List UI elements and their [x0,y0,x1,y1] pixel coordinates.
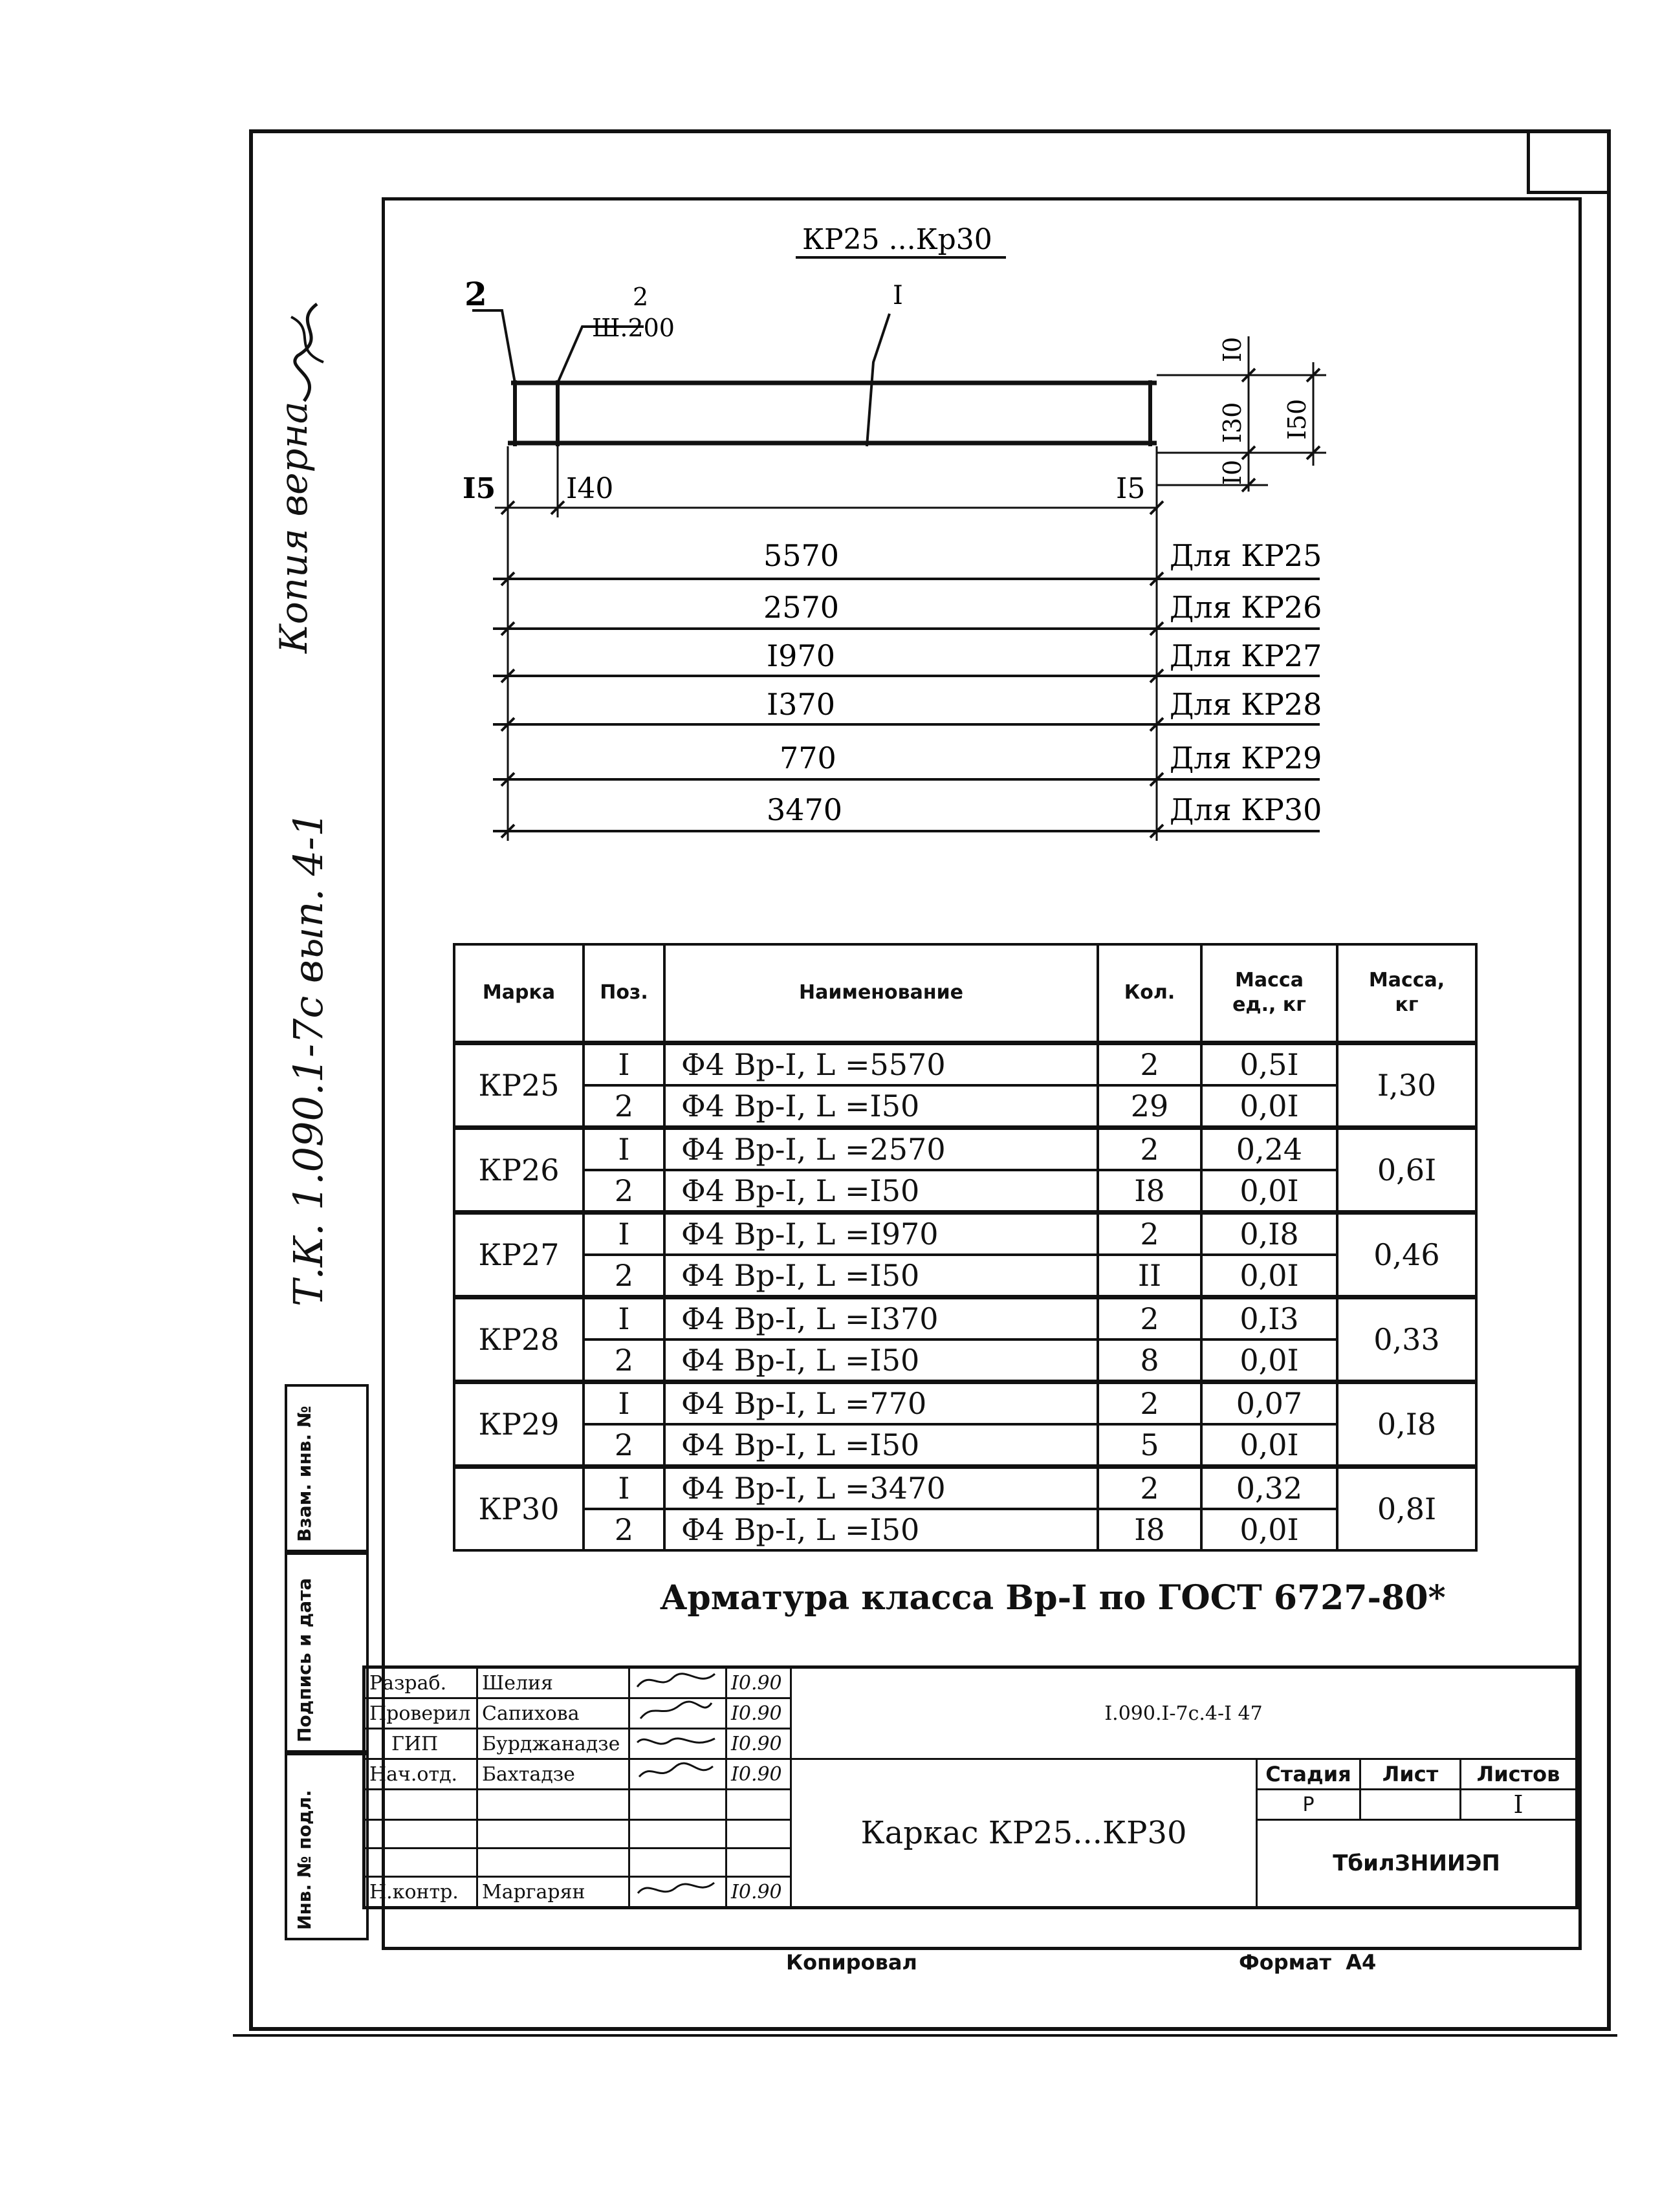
pos2-pitch-number: 2 [633,283,649,311]
person-name-cell: Бурджанадзе [477,1729,629,1759]
qty-cell: 2 [1098,1127,1201,1170]
mark-cell: КР30 [454,1466,584,1550]
empty-signature-cell [629,1790,726,1820]
name-cell: Φ4 Вр-I, L =2570 [664,1127,1098,1170]
name-cell: Φ4 Вр-I, L =I50 [664,1255,1098,1297]
stamp-signature-date-label: Подпись и дата [294,1578,315,1742]
unit-mass-cell: 0,24 [1201,1127,1337,1170]
dim-10-bottom: I0 [1218,459,1247,485]
dim-15-left: I5 [463,472,496,505]
stamp-replaced-inv [285,1384,369,1552]
empty-name-cell [477,1820,629,1849]
unit-mass-cell: 0,0I [1201,1424,1337,1467]
role-cell: ГИП [364,1729,477,1759]
unit-mass-cell: 0,0I [1201,1255,1337,1297]
name-cell: Φ4 Вр-I, L =I970 [664,1212,1098,1255]
length-value: 2570 [763,590,840,625]
pos2-left-label: 2 [464,275,487,313]
length-label: Для КР27 [1170,638,1322,673]
empty-name-cell [477,1849,629,1877]
drawing-title: КР25 ...Кр30 [802,223,992,256]
mass-cell: 0,I8 [1337,1382,1476,1466]
signature-icon [629,1759,726,1790]
unit-mass-cell: 0,0I [1201,1339,1337,1382]
qty-cell: 2 [1098,1466,1201,1509]
pos-cell: I [584,1297,664,1339]
specification-table [453,943,1478,1552]
header-mark: Марка [454,944,584,1043]
dim-10-top: I0 [1218,336,1247,362]
date-cell: I0.90 [726,1729,791,1759]
qty-cell: I8 [1098,1170,1201,1213]
empty-signature-cell [629,1849,726,1877]
copied-label: Копировал [786,1950,917,1975]
empty-role-cell [364,1820,477,1849]
pos-cell: 2 [584,1509,664,1550]
empty-date-cell [726,1849,791,1877]
qty-cell: 8 [1098,1339,1201,1382]
unit-mass-cell: 0,I3 [1201,1297,1337,1339]
cage-drawing [0,0,1671,867]
pos-cell: 2 [584,1255,664,1297]
length-label: Для КР28 [1170,687,1322,722]
length-value: 3470 [767,792,843,827]
mass-cell: 0,6I [1337,1127,1476,1212]
dim-150: I50 [1283,398,1311,440]
length-label: Для КР25 [1170,538,1322,573]
length-label: Для КР29 [1170,741,1322,775]
role-cell: Нач.отд. [364,1759,477,1790]
qty-cell: 2 [1098,1382,1201,1424]
name-cell: Φ4 Вр-I, L =I50 [664,1424,1098,1467]
name-cell: Φ4 Вр-I, L =I50 [664,1085,1098,1128]
qty-cell: 2 [1098,1297,1201,1339]
mass-cell: 0,33 [1337,1297,1476,1382]
pos-cell: I [584,1043,664,1085]
unit-mass-cell: 0,32 [1201,1466,1337,1509]
unit-mass-cell: 0,0I [1201,1509,1337,1550]
pos-cell: 2 [584,1339,664,1382]
empty-role-cell [364,1790,477,1820]
header-unit-mass: Масса ед., кг [1201,944,1337,1043]
pos-cell: I [584,1466,664,1509]
role-cell: Разраб. [364,1667,477,1698]
sheet-value [1360,1790,1461,1820]
length-value: 770 [780,741,836,775]
dim-140: I40 [566,472,614,505]
pos-cell: I [584,1127,664,1170]
mass-cell: 0,46 [1337,1212,1476,1297]
mark-cell: КР29 [454,1382,584,1466]
doc-reference: Т.К. 1.090.1-7с вып. 4-1 [285,811,332,1307]
pos1-label: I [893,281,903,310]
mark-cell: КР26 [454,1127,584,1212]
length-value: I970 [767,638,835,673]
stamp-original-inv [285,1753,369,1940]
title-block [362,1665,1578,1909]
document-code: I.090.I-7с.4-I 47 [791,1667,1577,1759]
stamp-original-inv-label: Инв. № подл. [294,1790,315,1930]
qty-cell: 2 [1098,1212,1201,1255]
signature-icon [629,1698,726,1729]
name-cell: Φ4 Вр-I, L =I50 [664,1509,1098,1550]
empty-date-cell [726,1820,791,1849]
empty-date-cell [726,1790,791,1820]
pos-cell: 2 [584,1424,664,1467]
name-cell: Φ4 Вр-I, L =3470 [664,1466,1098,1509]
empty-role-cell [364,1849,477,1877]
length-label: Для КР30 [1170,792,1322,827]
person-name-cell: Бахтадзе [477,1759,629,1790]
person-name-cell: Сапихова [477,1698,629,1729]
signature-icon [629,1667,726,1698]
mark-cell: КР28 [454,1297,584,1382]
pos-cell: 2 [584,1170,664,1213]
qty-cell: 5 [1098,1424,1201,1467]
person-name-cell: Шелия [477,1667,629,1698]
unit-mass-cell: 0,5I [1201,1043,1337,1085]
signature-icon [629,1877,726,1908]
mass-cell: I,30 [1337,1043,1476,1127]
qty-cell: 29 [1098,1085,1201,1128]
stage-value: Р [1257,1790,1360,1820]
drawing-name: Каркас КР25...КР30 [791,1759,1257,1908]
unit-mass-cell: 0,07 [1201,1382,1337,1424]
qty-cell: II [1098,1255,1201,1297]
sheet-header: Лист [1360,1759,1461,1790]
qty-cell: 2 [1098,1043,1201,1085]
stamp-signature-date [285,1552,369,1753]
organization: ТбилЗНИИЭП [1257,1820,1577,1908]
pos2-pitch-label: Ш.200 [592,314,675,342]
header-mass: Масса, кг [1337,944,1476,1043]
sheets-header: Листов [1461,1759,1577,1790]
unit-mass-cell: 0,0I [1201,1170,1337,1213]
mark-cell: КР25 [454,1043,584,1127]
role-cell: Проверил [364,1698,477,1729]
name-cell: Φ4 Вр-I, L =5570 [664,1043,1098,1085]
header-pos: Поз. [584,944,664,1043]
signature-icon [629,1729,726,1759]
person-name-cell: Маргарян [477,1877,629,1908]
length-value: 5570 [763,538,840,573]
name-cell: Φ4 Вр-I, L =I370 [664,1297,1098,1339]
format-label: Формат А4 [1239,1950,1377,1975]
length-label: Для КР26 [1170,590,1322,625]
pos-cell: I [584,1212,664,1255]
name-cell: Φ4 Вр-I, L =770 [664,1382,1098,1424]
name-cell: Φ4 Вр-I, L =I50 [664,1339,1098,1382]
dim-130: I30 [1218,402,1247,443]
empty-name-cell [477,1790,629,1820]
date-cell: I0.90 [726,1759,791,1790]
header-qty: Кол. [1098,944,1201,1043]
pos-cell: 2 [584,1085,664,1128]
date-cell: I0.90 [726,1877,791,1908]
bottom-rule [233,2034,1617,2037]
stage-header: Стадия [1257,1759,1360,1790]
sheets-value: I [1461,1790,1577,1820]
dim-15-right: I5 [1116,472,1146,505]
qty-cell: I8 [1098,1509,1201,1550]
date-cell: I0.90 [726,1667,791,1698]
date-cell: I0.90 [726,1698,791,1729]
name-cell: Φ4 Вр-I, L =I50 [664,1170,1098,1213]
empty-signature-cell [629,1820,726,1849]
length-value: I370 [767,687,835,722]
header-name: Наименование [664,944,1098,1043]
unit-mass-cell: 0,0I [1201,1085,1337,1128]
stamp-replaced-inv-label: Взам. инв. № [294,1405,315,1542]
reinforcement-note: Арматура класса Вр-I по ГОСТ 6727-80* [660,1578,1446,1618]
mass-cell: 0,8I [1337,1466,1476,1550]
role-cell: Н.контр. [364,1877,477,1908]
copy-note: Копия верна [272,401,316,653]
pos-cell: I [584,1382,664,1424]
mark-cell: КР27 [454,1212,584,1297]
unit-mass-cell: 0,I8 [1201,1212,1337,1255]
